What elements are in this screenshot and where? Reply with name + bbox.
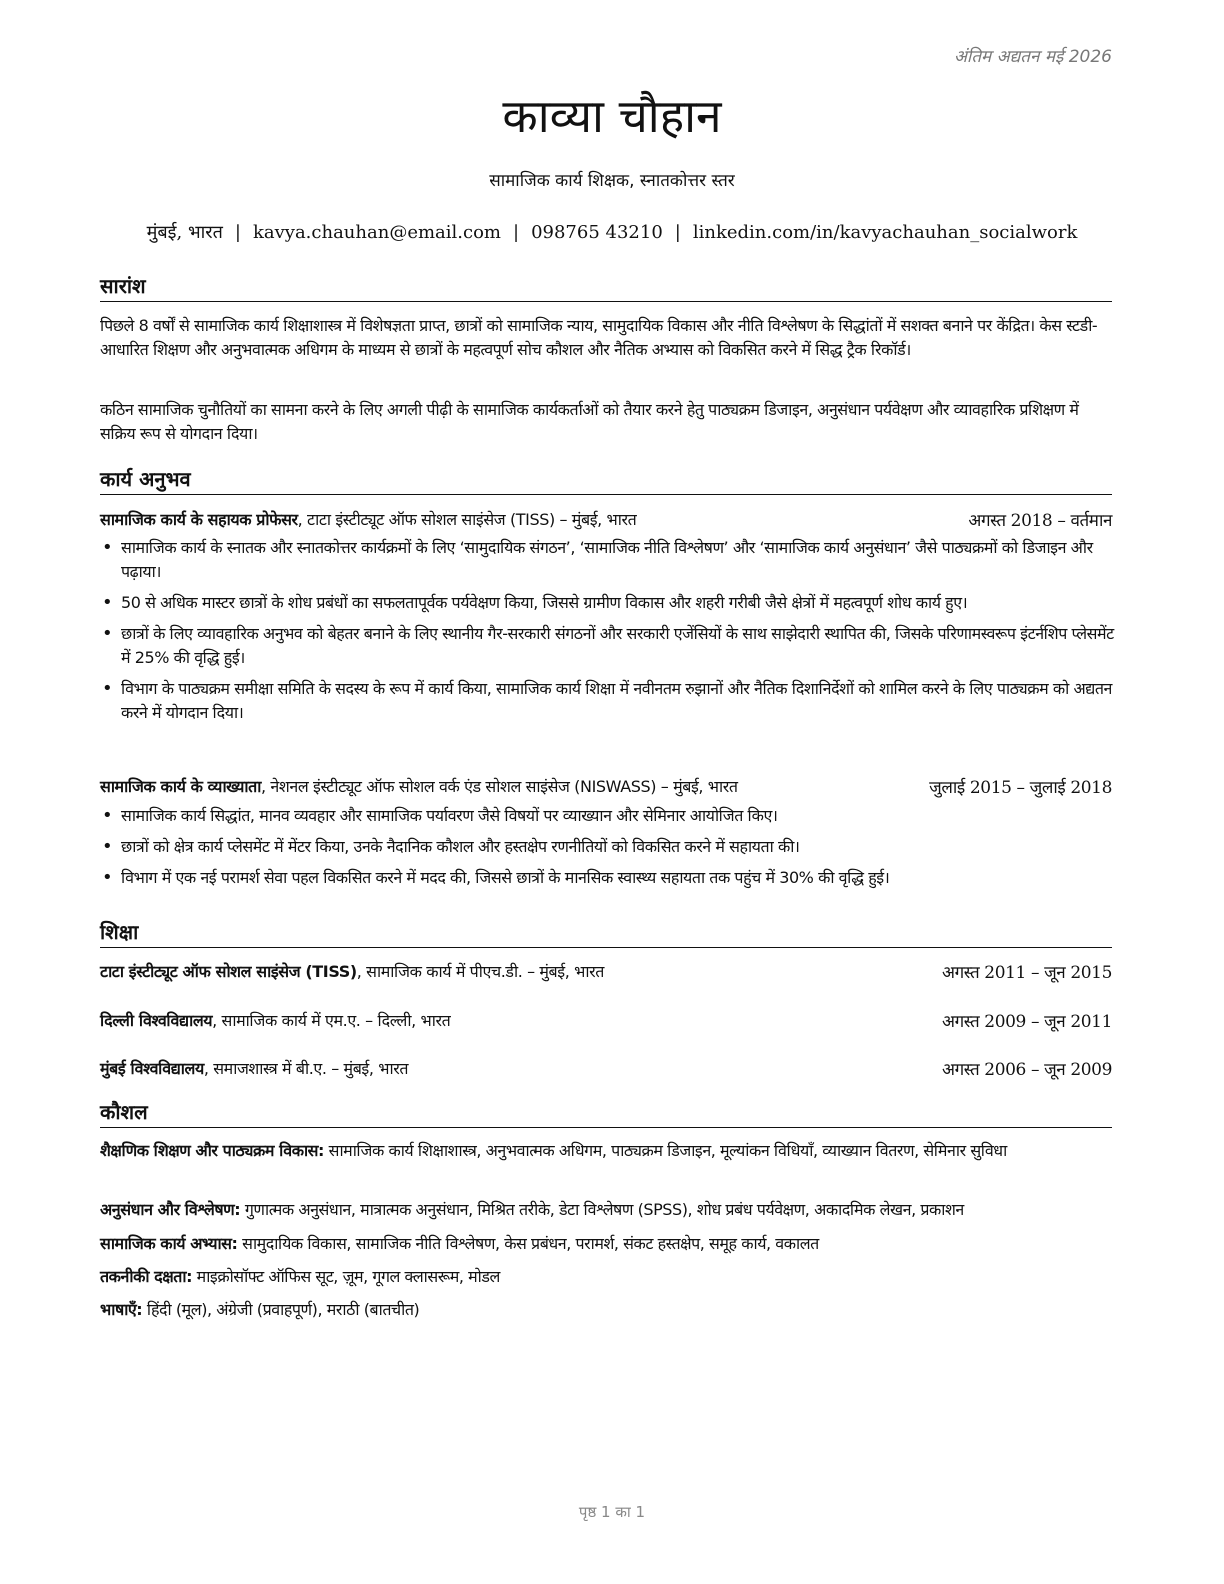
education-row <box>100 1009 1112 1032</box>
contact-separator: | <box>234 222 241 243</box>
contact-separator: | <box>674 222 681 243</box>
section-title-education: शिक्षा <box>100 918 1112 948</box>
list-item: • छात्रों के लिए व्यावहारिक अनुभव को बेहतर बनाने के लिए स्थानीय गैर-सरकारी संगठनों और सरकारी एजेंसियों के साथ साझेदारी स्थापित की, जिसके परिणामस्वरूप इंटर्नशिप प्लेसमेंट में 25% की वृद्धि हुई। <box>100 622 1114 670</box>
job-dates: जुलाई 2015 – जुलाई 2018 <box>929 778 1112 798</box>
summary-paragraph-2: कठिन सामाजिक चुनौतियों का सामना करने के लिए अगली पीढ़ी के सामाजिक कार्यकर्ताओं को तैयार करने हेतु पाठ्यक्रम डिजाइन, अनुसंधान पर्यवेक्षण और व्यावहारिक प्रशिक्षण में सक्रिय रूप से योगदान दिया। <box>100 400 1079 443</box>
skill-row <box>100 1298 1114 1322</box>
summary-paragraph-1: पिछले 8 वर्षों से सामाजिक कार्य शिक्षाशास्त्र में विशेषज्ञता प्राप्त, छात्रों को सामाजिक न्याय, सामुदायिक विकास और नीति विश्लेषण के सिद्धांतों में सशक्त बनाने पर केंद्रित। केस स्टडी-आधारित शिक्षण और अनुभवात्मक अधिगम के माध्यम से छात्रों के महत्वपूर्ण सोच कौशल और नैतिक अभ्यास को विकसित करने में सिद्ध ट्रैक रिकॉर्ड। <box>100 316 1098 359</box>
job-header <box>100 775 1112 798</box>
last-updated: अंतिम अद्यतन मई 2026 <box>953 47 1112 67</box>
skill-value: हिंदी (मूल), अंग्रेजी (प्रवाहपूर्ण), मराठी (बातचीत) <box>142 1300 420 1319</box>
job-org: , नेशनल इंस्टीट्यूट ऑफ सोशल वर्क एंड सोशल साइंसेज (NISWASS) – मुंबई, भारत <box>261 777 738 796</box>
skill-row <box>100 1265 1114 1289</box>
skill-label: तकनीकी दक्षता: <box>100 1267 193 1286</box>
skill-label: सामाजिक कार्य अभ्यास: <box>100 1234 238 1253</box>
candidate-name: काव्या चौहान <box>502 89 722 143</box>
contact-linkedin[interactable]: linkedin.com/in/kavyachauhan_socialwork <box>692 222 1078 243</box>
contact-line <box>0 220 1224 244</box>
section-title-summary: सारांश <box>100 272 1112 302</box>
list-item: • सामाजिक कार्य के स्नातक और स्नातकोत्तर कार्यक्रमों के लिए ‘सामुदायिक संगठन’, ‘सामाजिक नीति विश्लेषण’ और ‘सामाजिक कार्य अनुसंधान’ जैसे पाठ्यक्रमों को डिजाइन और पढ़ाया। <box>100 536 1114 584</box>
contact-phone[interactable]: 098765 43210 <box>531 222 663 243</box>
contact-separator: | <box>513 222 520 243</box>
education-school: टाटा इंस्टीट्यूट ऑफ सोशल साइंसेज (TISS) <box>100 962 357 981</box>
skill-value: माइक्रोसॉफ्ट ऑफिस सूट, ज़ूम, गूगल क्लासरूम, मोडल <box>192 1267 500 1286</box>
education-dates: अगस्त 2006 – जून 2009 <box>942 1060 1112 1080</box>
job-header <box>100 508 1112 531</box>
contact-location: मुंबई, भारत <box>146 222 223 243</box>
education-dates: अगस्त 2011 – जून 2015 <box>942 963 1112 983</box>
skill-label: भाषाएँ: <box>100 1300 143 1319</box>
skill-row <box>100 1232 1114 1256</box>
section-title-experience: कार्य अनुभव <box>100 465 1112 495</box>
education-row <box>100 1057 1112 1080</box>
education-detail: , समाजशास्त्र में बी.ए. – मुंबई, भारत <box>203 1059 409 1078</box>
education-row <box>100 960 1112 983</box>
education-school: मुंबई विश्वविद्यालय <box>100 1059 204 1078</box>
list-item: • विभाग में एक नई परामर्श सेवा पहल विकसित करने में मदद की, जिससे छात्रों के मानसिक स्वास्थ्य सहायता तक पहुंच में 30% की वृद्धि हुई। <box>100 866 1114 890</box>
job-role: सामाजिक कार्य के व्याख्याता <box>100 777 262 796</box>
education-dates: अगस्त 2009 – जून 2011 <box>942 1012 1112 1032</box>
skill-row <box>100 1139 1114 1163</box>
education-school: दिल्ली विश्वविद्यालय <box>100 1011 213 1030</box>
candidate-title: सामाजिक कार्य शिक्षक, स्नातकोत्तर स्तर <box>489 171 735 191</box>
education-detail: , सामाजिक कार्य में पीएच.डी. – मुंबई, भारत <box>356 962 604 981</box>
job-role: सामाजिक कार्य के सहायक प्रोफेसर <box>100 510 298 529</box>
skill-value: सामुदायिक विकास, सामाजिक नीति विश्लेषण, केस प्रबंधन, परामर्श, संकट हस्तक्षेप, समूह कार्य, वकालत <box>237 1234 819 1253</box>
list-item: • विभाग के पाठ्यक्रम समीक्षा समिति के सदस्य के रूप में कार्य किया, सामाजिक कार्य शिक्षा में नवीनतम रुझानों और नैतिक दिशानिर्देशों को शामिल करने के लिए पाठ्यक्रम को अद्यतन करने में योगदान दिया। <box>100 677 1114 725</box>
page-number: पृष्ठ 1 का 1 <box>578 1503 646 1521</box>
skill-value: सामाजिक कार्य शिक्षाशास्त्र, अनुभवात्मक अधिगम, पाठ्यक्रम डिजाइन, मूल्यांकन विधियाँ, व्याख्यान वितरण, सेमिनार सुविधा <box>324 1141 1007 1160</box>
list-item: • 50 से अधिक मास्टर छात्रों के शोध प्रबंधों का सफलतापूर्वक पर्यवेक्षण किया, जिससे ग्रामीण विकास और शहरी गरीबी जैसे क्षेत्रों में महत्वपूर्ण शोध कार्य हुए। <box>100 591 1114 615</box>
list-item: • छात्रों को क्षेत्र कार्य प्लेसमेंट में मेंटर किया, उनके नैदानिक कौशल और हस्तक्षेप रणनीतियों को विकसित करने में सहायता की। <box>100 835 1114 859</box>
skill-label: शैक्षणिक शिक्षण और पाठ्यक्रम विकास: <box>100 1141 324 1160</box>
job-bullets <box>100 804 1114 890</box>
education-detail: , सामाजिक कार्य में एम.ए. – दिल्ली, भारत <box>212 1011 451 1030</box>
skill-label: अनुसंधान और विश्लेषण: <box>100 1200 241 1219</box>
job-dates: अगस्त 2018 – वर्तमान <box>968 511 1112 531</box>
contact-email[interactable]: kavya.chauhan@email.com <box>252 222 501 243</box>
skill-value: गुणात्मक अनुसंधान, मात्रात्मक अनुसंधान, मिश्रित तरीके, डेटा विश्लेषण (SPSS), शोध प्रबंध पर्यवेक्षण, अकादमिक लेखन, प्रकाशन <box>240 1200 964 1219</box>
section-title-skills: कौशल <box>100 1098 1112 1128</box>
job-bullets <box>100 536 1114 725</box>
skill-row <box>100 1198 1114 1222</box>
list-item: • सामाजिक कार्य सिद्धांत, मानव व्यवहार और सामाजिक पर्यावरण जैसे विषयों पर व्याख्यान और सेमिनार आयोजित किए। <box>100 804 1114 828</box>
job-org: , टाटा इंस्टीट्यूट ऑफ सोशल साइंसेज (TISS) – मुंबई, भारत <box>297 510 637 529</box>
